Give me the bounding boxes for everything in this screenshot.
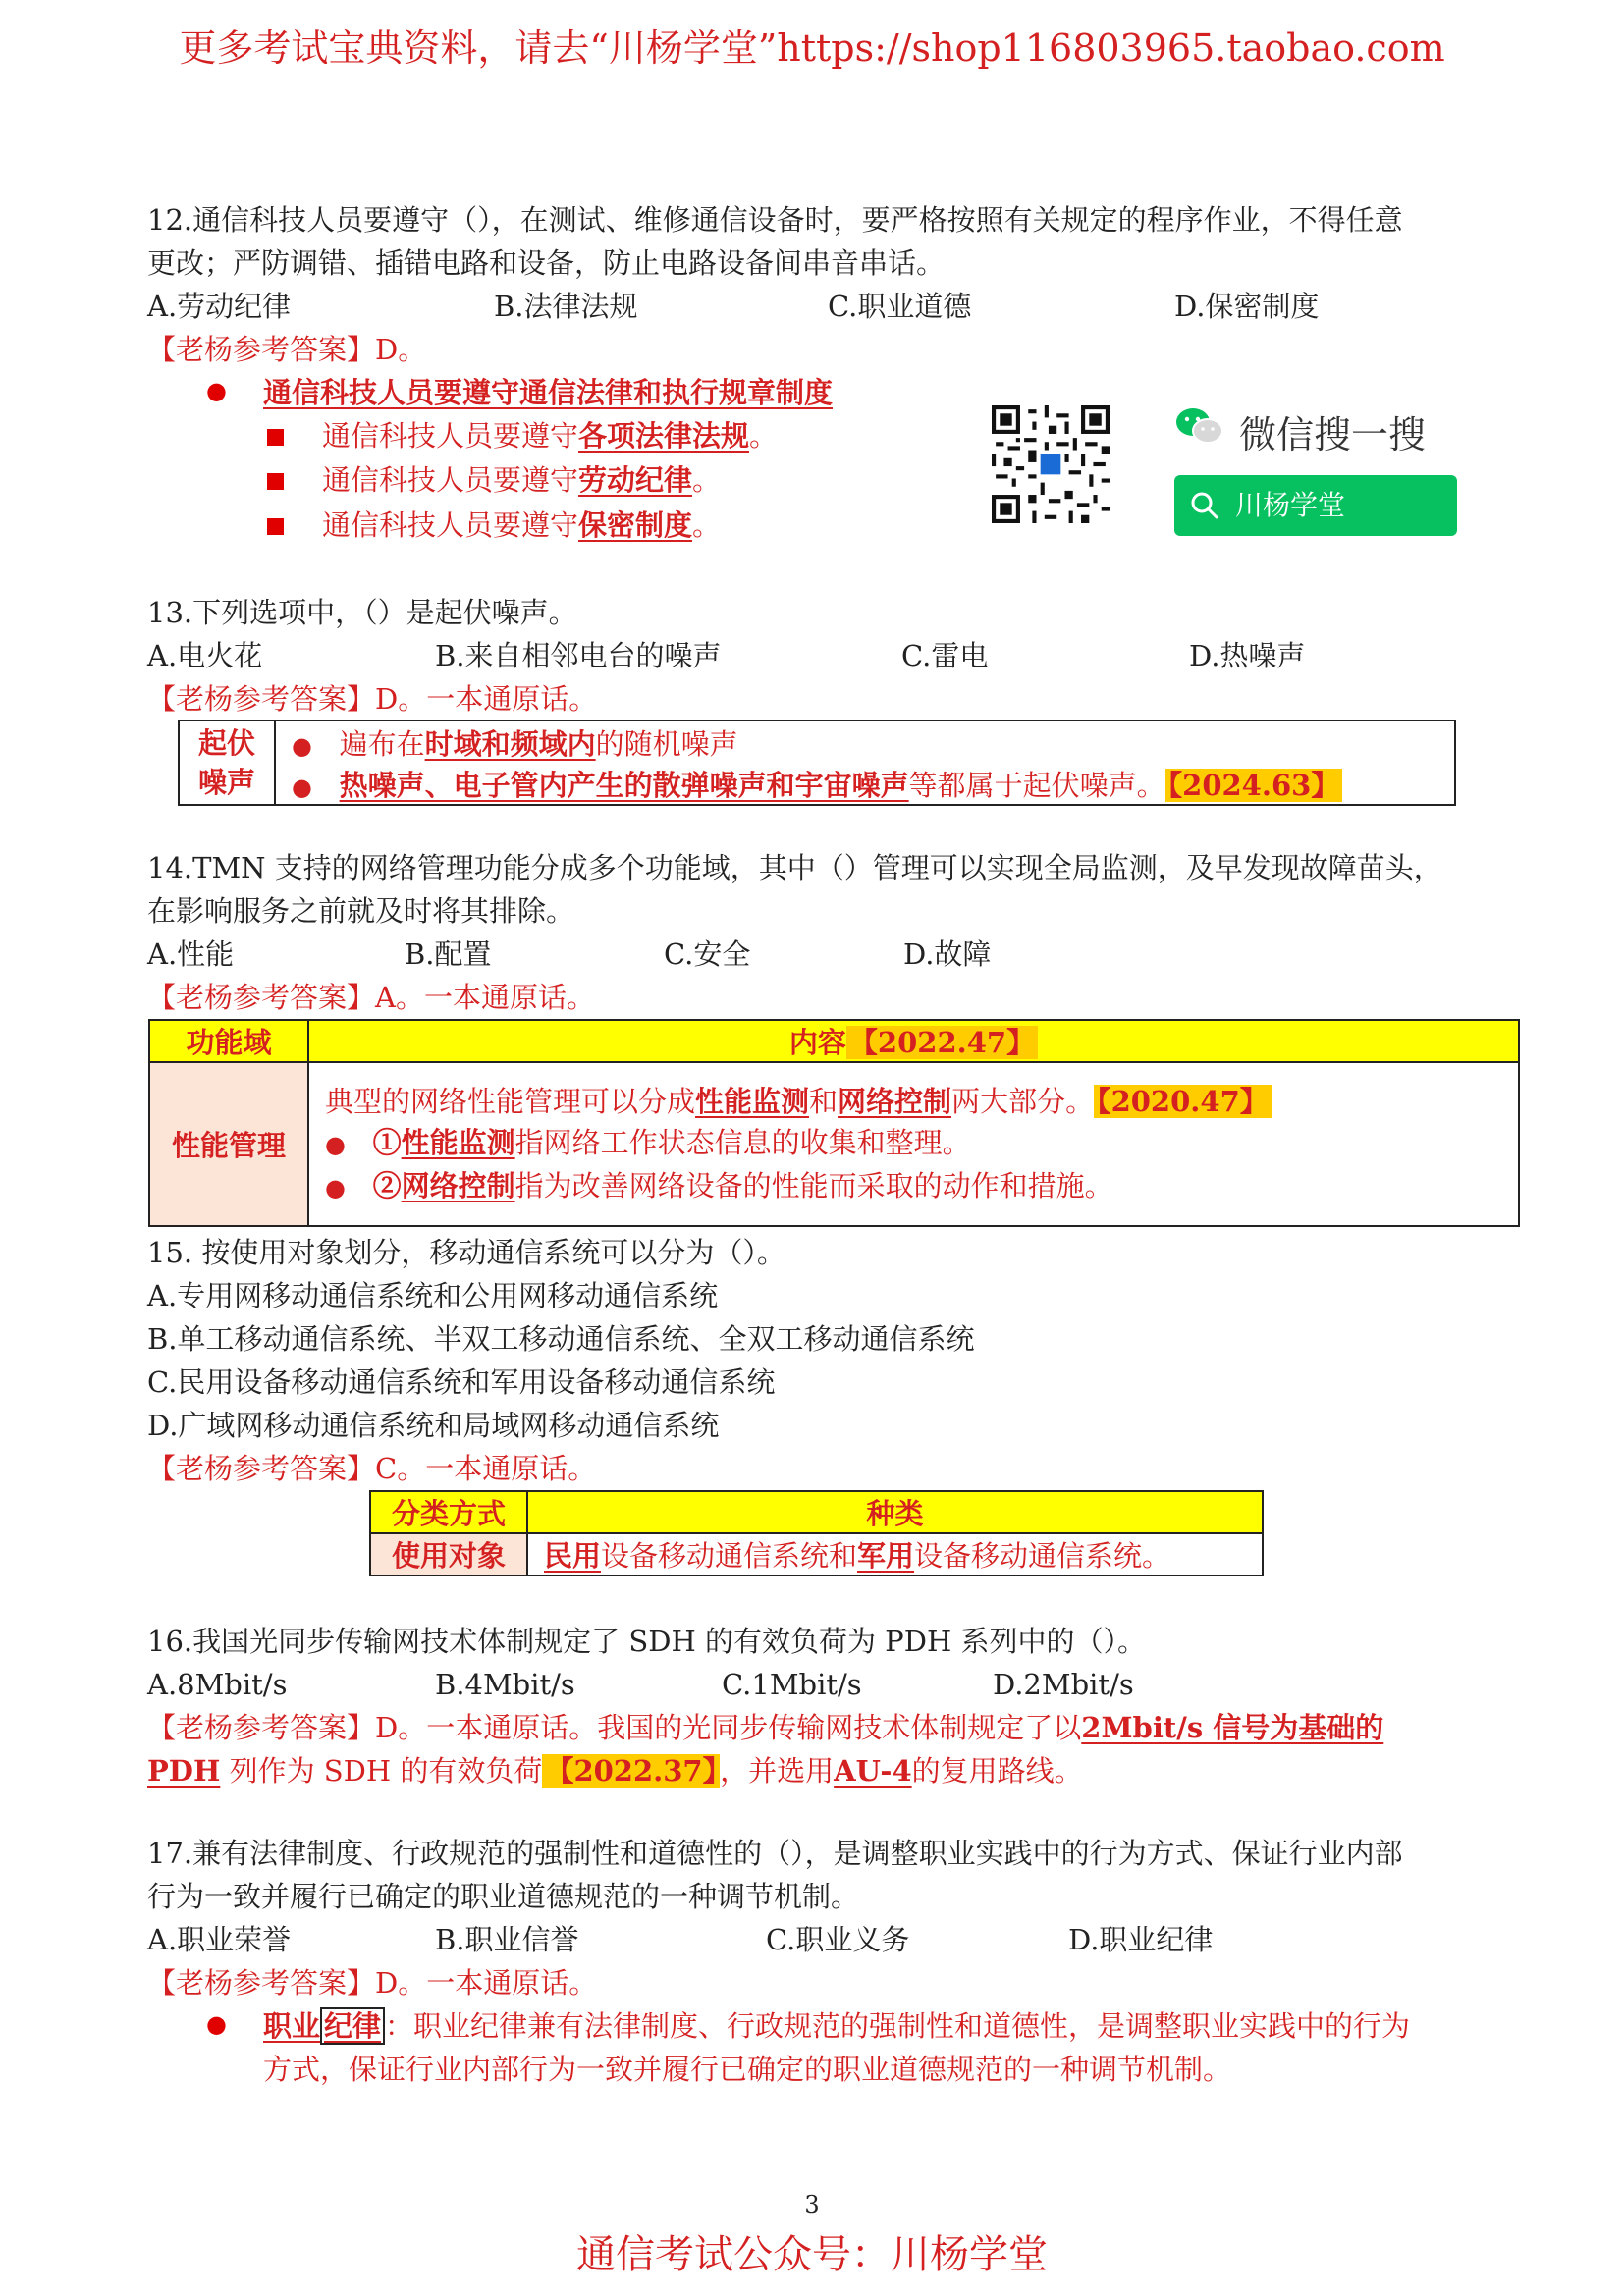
page-header: 更多考试宝典资料，请去“川杨学堂”https://shop116803965.taobao.com <box>179 27 1445 70</box>
q13-stem: 13.下列选项中，（）是起伏噪声。 <box>147 596 577 629</box>
q14-line1: 典型的网络性能管理可以分成性能监测和网络控制两大部分。 【2020.47】 <box>325 1081 1518 1122</box>
page-number: 3 <box>804 2191 820 2218</box>
q12-answer: 【老杨参考答案】D。 <box>147 333 427 366</box>
q15-option-a: A.专用网移动通信系统和公用网移动通信系统 <box>147 1279 719 1312</box>
q13-table-row2: ● 热噪声、电子管内产生的散弹噪声和宇宙噪声等都属于起伏噪声。 【2024.63】 <box>275 763 1455 805</box>
q14-table-rowhead: 性能管理 <box>149 1062 308 1226</box>
q15-table <box>369 1490 1264 1576</box>
q15-table-header-type: 种类 <box>527 1491 1263 1533</box>
q12-sub-2: 通信科技人员要遵守劳动纪律。 <box>322 463 722 497</box>
square-bullet-icon <box>267 473 284 490</box>
q13-table-row1: ● 遍布在时域和频域内的随机噪声 <box>275 721 1455 763</box>
q17-answer: 【老杨参考答案】D。一本通原话。 <box>147 1966 598 2000</box>
q13-table <box>178 720 1456 806</box>
q13-answer: 【老杨参考答案】D。一本通原话。 <box>147 682 598 716</box>
q12-option-a: A.劳动纪律 <box>147 290 292 323</box>
wechat-search-button-label: 川杨学堂 <box>1235 489 1346 521</box>
q12-stem-line1: 12.通信科技人员要遵守（），在测试、维修通信设备时，要严格按照有关规定的程序作业，不得任意 <box>147 203 1403 237</box>
q15-table-rowhead: 使用对象 <box>370 1533 527 1575</box>
q14-table-header-content: 内容 【2022.47】 <box>308 1020 1519 1062</box>
q14-table-content <box>308 1062 1519 1226</box>
q13-option-d: D.热噪声 <box>1189 639 1306 672</box>
qr-code-icon <box>992 404 1110 524</box>
q17-option-b: B.职业信誉 <box>435 1923 579 1956</box>
q12-option-c: C.职业道德 <box>828 290 972 323</box>
q14-option-a: A.性能 <box>147 937 235 971</box>
q17-option-d: D.职业纪律 <box>1068 1923 1214 1956</box>
square-bullet-icon <box>267 429 284 446</box>
bullet-icon: ● <box>206 377 227 404</box>
q13-option-b: B.来自相邻电台的噪声 <box>435 639 722 672</box>
q12-sub-1: 通信科技人员要遵守各项法律法规。 <box>322 419 779 453</box>
q16-answer-line1: 【老杨参考答案】D。一本通原话。我国的光同步传输网技术体制规定了以2Mbit/s 信号为基础的 <box>147 1711 1384 1744</box>
q17-option-c: C.职业义务 <box>766 1923 910 1956</box>
q14-table <box>148 1019 1520 1227</box>
wechat-search-title: 微信搜一搜 <box>1239 413 1427 456</box>
q15-option-d: D.广域网移动通信系统和局域网移动通信系统 <box>147 1409 720 1442</box>
q14-stem-line1: 14.TMN 支持的网络管理功能分成多个功能域，其中（）管理可以实现全局监测，及早发现故障苗头， <box>147 851 1442 884</box>
wechat-search-button[interactable] <box>1174 475 1457 536</box>
q15-option-b: B.单工移动通信系统、半双工移动通信系统、全双工移动通信系统 <box>147 1322 975 1356</box>
q16-option-d: D.2Mbit/s <box>993 1668 1134 1701</box>
q17-bullet-line1: 职业 纪律 ：职业纪律兼有法律制度、行政规范的强制性和道德性，是调整职业实践中的行为 <box>263 2009 1411 2043</box>
q17-stem-line1: 17.兼有法律制度、行政规范的强制性和道德性的（），是调整职业实践中的行为方式、保证行业内部 <box>147 1837 1403 1870</box>
q17-option-a: A.职业荣誉 <box>147 1923 292 1956</box>
q12-sub-3: 通信科技人员要遵守保密制度。 <box>322 508 722 542</box>
q15-answer: 【老杨参考答案】C。一本通原话。 <box>147 1452 597 1485</box>
q14-line3: ● ②网络控制指为改善网络设备的性能而采取的动作和措施。 <box>325 1168 1113 1202</box>
q16-option-b: B.4Mbit/s <box>435 1668 575 1701</box>
q16-stem: 16.我国光同步传输网技术体制规定了 SDH 的有效负荷为 PDH 系列中的（）。 <box>147 1625 1146 1658</box>
q14-stem-line2: 在影响服务之前就及时将其排除。 <box>147 894 575 928</box>
q16-option-c: C.1Mbit/s <box>722 1668 862 1701</box>
q14-option-c: C.安全 <box>664 937 751 971</box>
q12-stem-line2: 更改；严防调错、插错电路和设备，防止电路设备间串音串话。 <box>147 246 946 280</box>
q14-table-header-domain: 功能域 <box>149 1020 308 1062</box>
search-icon <box>1190 491 1219 520</box>
q13-table-label: 起伏 噪声 <box>179 721 275 805</box>
q16-option-a: A.8Mbit/s <box>147 1668 288 1701</box>
page-footer: 通信考试公众号：川杨学堂 <box>576 2232 1048 2277</box>
q17-stem-line2: 行为一致并履行已确定的职业道德规范的一种调节机制。 <box>147 1880 860 1913</box>
q15-option-c: C.民用设备移动通信系统和军用设备移动通信系统 <box>147 1365 776 1399</box>
wechat-logo-icon <box>1174 406 1225 446</box>
q14-answer: 【老杨参考答案】A。一本通原话。 <box>147 981 595 1014</box>
q17-bullet-line2: 方式，保证行业内部行为一致并履行已确定的职业道德规范的一种调节机制。 <box>263 2053 1232 2086</box>
q14-option-b: B.配置 <box>405 937 492 971</box>
q15-table-content: 民用设备移动通信系统和军用设备移动通信系统。 <box>527 1533 1263 1575</box>
square-bullet-icon <box>267 518 284 535</box>
q14-line2: ● ①性能监测指网络工作状态信息的收集和整理。 <box>325 1125 971 1159</box>
q13-option-c: C.雷电 <box>901 639 989 672</box>
q12-bullet-main: 通信科技人员要遵守通信法律和执行规章制度 <box>263 376 834 409</box>
q14-option-d: D.故障 <box>903 937 992 971</box>
q12-option-b: B.法律法规 <box>494 290 638 323</box>
q13-option-a: A.电火花 <box>147 639 263 672</box>
bullet-icon: ● <box>206 2010 227 2038</box>
q15-table-header-method: 分类方式 <box>370 1491 527 1533</box>
q12-option-d: D.保密制度 <box>1174 290 1320 323</box>
q15-stem: 15. 按使用对象划分，移动通信系统可以分为（）。 <box>147 1236 785 1269</box>
q16-answer-line2: PDH 列作为 SDH 的有效负荷 【2022.37】 ，并选用AU-4的复用路线。 <box>147 1754 1083 1788</box>
